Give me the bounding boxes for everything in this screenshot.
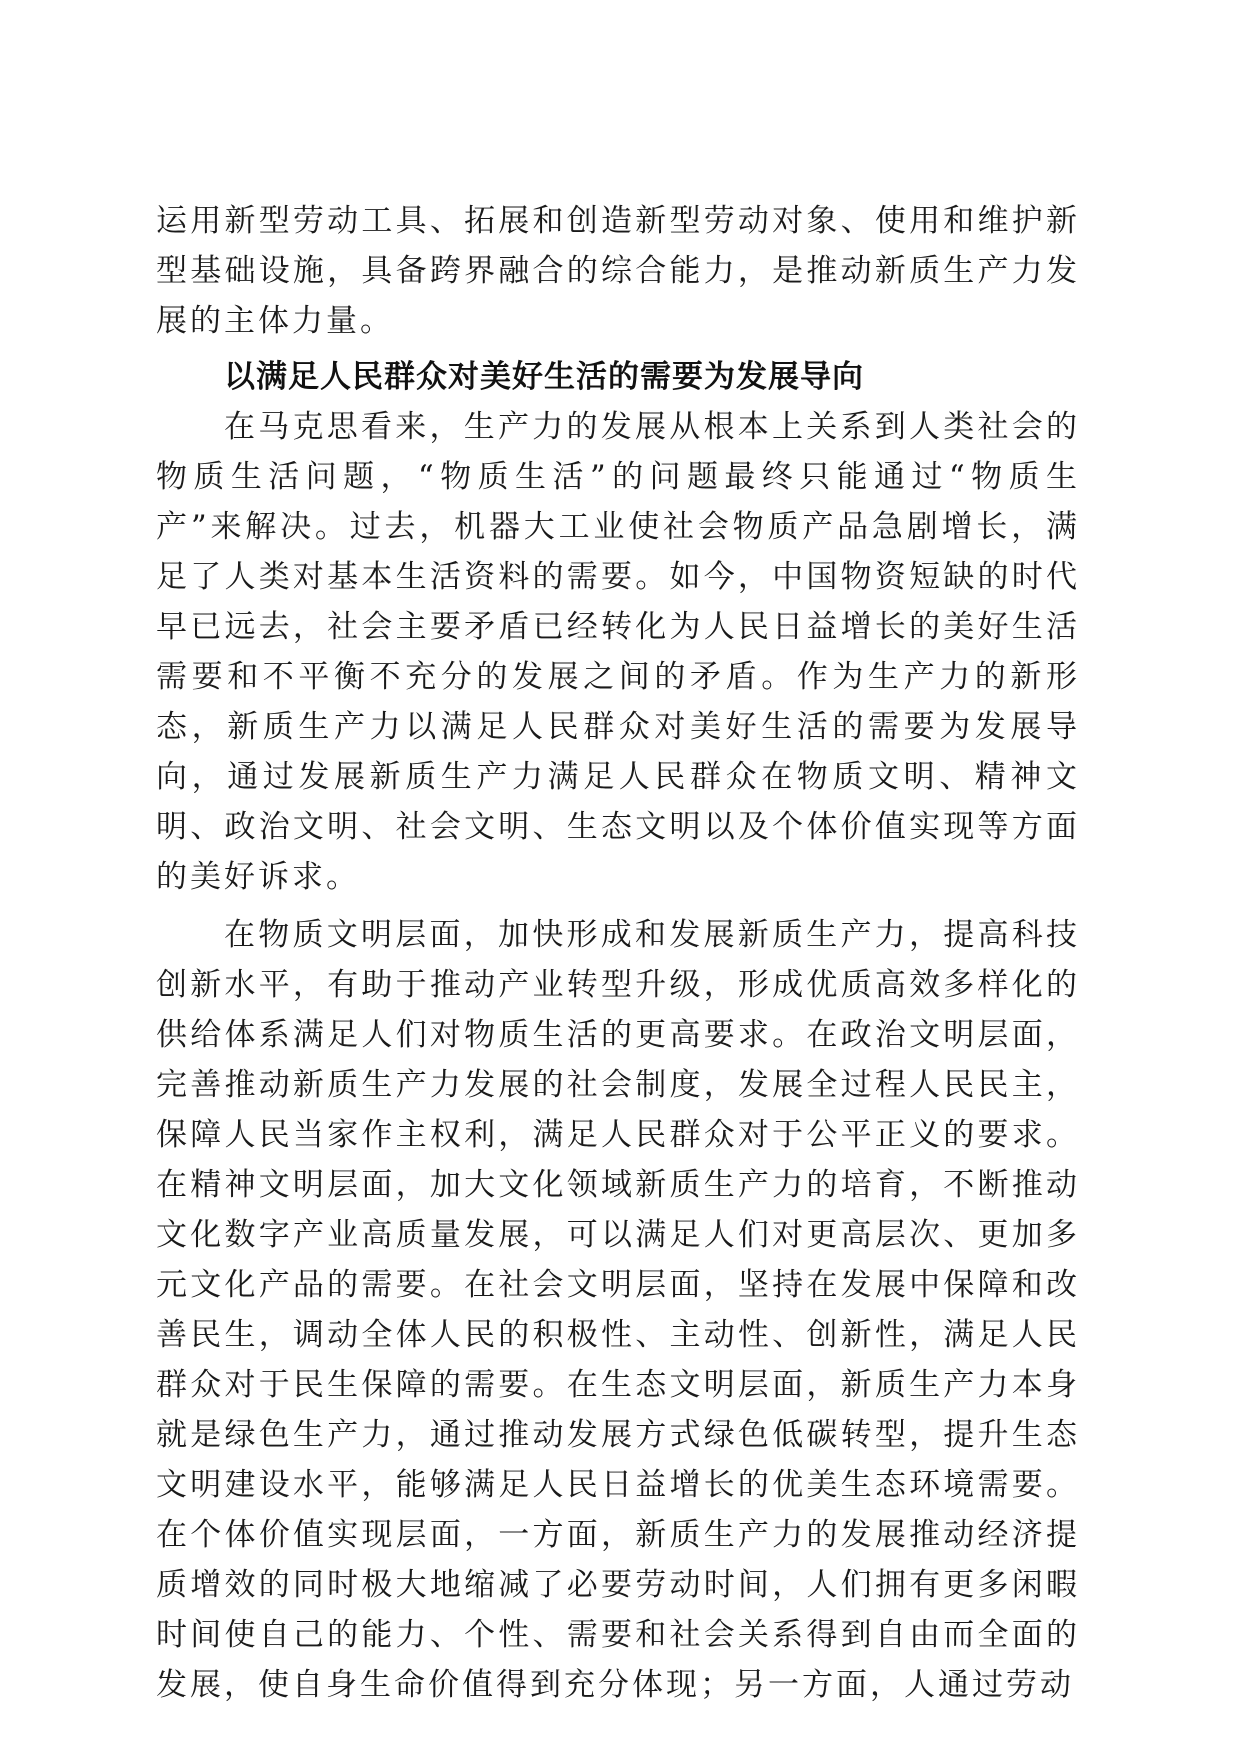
- section-heading: 以满足人民群众对美好生活的需要为发展导向: [224, 359, 864, 395]
- paragraph-continued: 运用新型劳动工具、拓展和创造新型劳动对象、使用和维护新型基础设施，具备跨界融合的综合能力，是推动新质生产力发展的主体力量。: [156, 203, 1080, 339]
- document-body: [156, 196, 1080, 1710]
- paragraph-material-life: 在马克思看来，生产力的发展从根本上关系到人类社会的物质生活问题，“物质生活”的问题最终只能通过“物质生产”来解决。过去，机器大工业使社会物质产品急剧增长，满足了人类对基本生活资料的需要。如今，中国物资短缺的时代早已远去，社会主要矛盾已经转化为人民日益增长的美好生活需要和不平衡不充分的发展之间的矛盾。作为生产力的新形态，新质生产力以满足人民群众对美好生活的需要为发展导向，通过发展新质生产力满足人民群众在物质文明、精神文明、政治文明、社会文明、生态文明以及个体价值实现等方面的美好诉求。: [156, 409, 1080, 895]
- paragraph-civilization-levels: 在物质文明层面，加快形成和发展新质生产力，提高科技创新水平，有助于推动产业转型升级，形成优质高效多样化的供给体系满足人们对物质生活的更高要求。在政治文明层面，完善推动新质生产力发展的社会制度，发展全过程人民民主，保障人民当家作主权利，满足人民群众对于公平正义的要求。在精神文明层面，加大文化领域新质生产力的培育，不断推动文化数字产业高质量发展，可以满足人们对更高层次、更加多元文化产品的需要。在社会文明层面，坚持在发展中保障和改善民生，调动全体人民的积极性、主动性、创新性，满足人民群众对于民生保障的需要。在生态文明层面，新质生产力本身就是绿色生产力，通过推动发展方式绿色低碳转型，提升生态文明建设水平，能够满足人民日益增长的优美生态环境需要。在个体价值实现层面，一方面，新质生产力的发展推动经济提质增效的同时极大地缩减了必要劳动时间，人们拥有更多闲暇时间使自己的能力、个性、需要和社会关系得到自由而全面的发展，使自身生命价值得到充分体现；另一方面，人通过劳动: [156, 917, 1080, 1703]
